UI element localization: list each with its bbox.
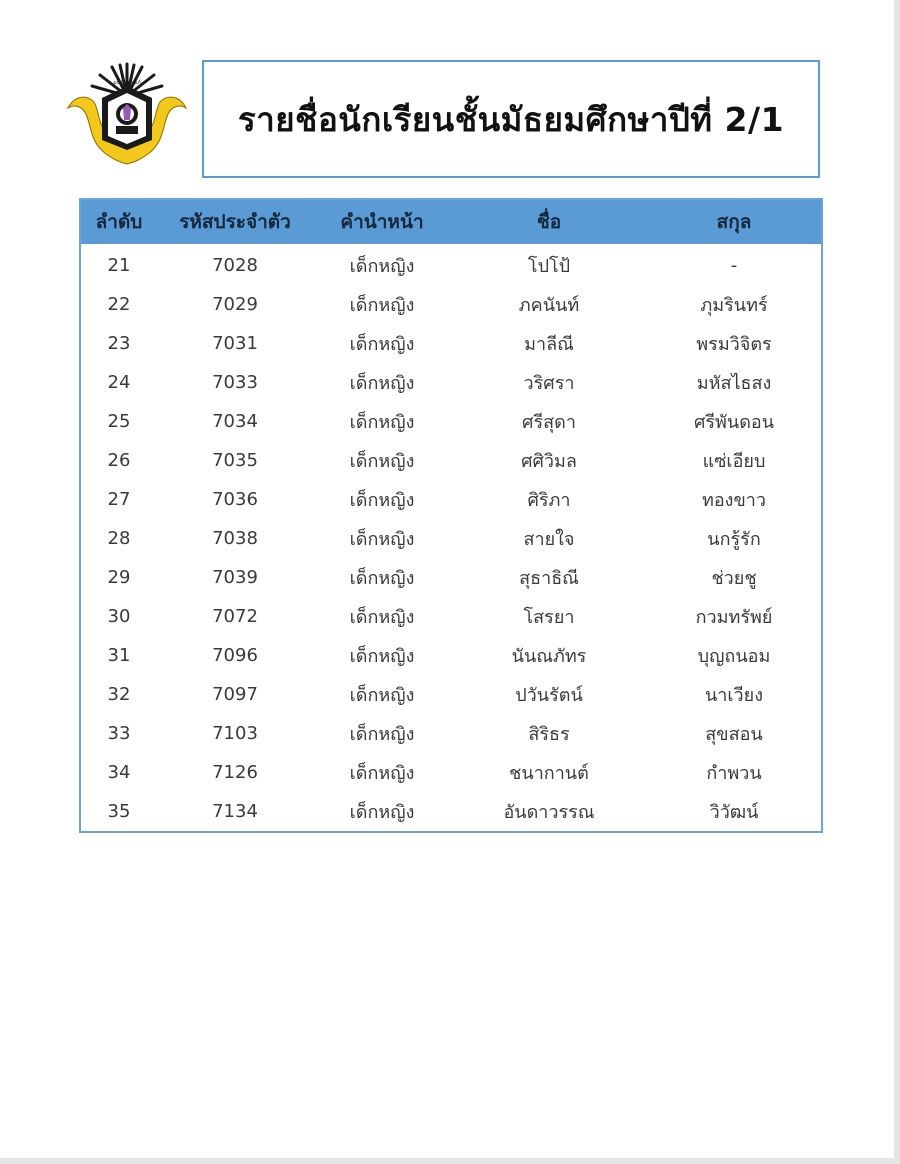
order-cell: 27: [107, 489, 131, 510]
table-row: [81, 753, 821, 792]
student-id-cell: 7103: [212, 723, 258, 744]
student-id-cell: 7035: [212, 450, 258, 471]
order-cell: 29: [107, 567, 131, 588]
first-name-cell: ภคนันท์: [518, 295, 580, 316]
order-cell: 31: [107, 645, 131, 666]
order-cell: 34: [107, 762, 131, 783]
surname-cell: พรมวิจิตร: [696, 334, 772, 355]
first-name-cell: อันดาวรรณ: [503, 802, 595, 823]
order-cell: 21: [107, 255, 131, 276]
order-cell: 33: [107, 723, 131, 744]
prefix-cell: เด็กหญิง: [349, 490, 415, 511]
header-surname: สกุล: [647, 200, 821, 244]
order-cell: 22: [107, 294, 131, 315]
order-cell: 23: [107, 333, 131, 354]
table-row: [81, 675, 821, 714]
student-id-cell: 7096: [212, 645, 258, 666]
student-roster-table: [79, 198, 823, 833]
title-box: [202, 60, 820, 178]
school-emblem-icon: [64, 56, 190, 174]
surname-cell: แซ่เอียบ: [702, 451, 766, 472]
student-id-cell: 7034: [212, 411, 258, 432]
header-prefix: คำนำหน้า: [313, 200, 451, 244]
table-row: [81, 402, 821, 441]
header-order: ลำดับ: [81, 200, 157, 244]
prefix-cell: เด็กหญิง: [349, 607, 415, 628]
table-row: [81, 285, 821, 324]
student-id-cell: 7097: [212, 684, 258, 705]
first-name-cell: มาลีณี: [524, 334, 574, 355]
prefix-cell: เด็กหญิง: [349, 256, 415, 277]
first-name-cell: สิริธร: [528, 724, 570, 745]
student-id-cell: 7036: [212, 489, 258, 510]
first-name-cell: วริศรา: [523, 373, 575, 394]
prefix-cell: เด็กหญิง: [349, 724, 415, 745]
first-name-cell: โปโป้: [527, 256, 571, 277]
prefix-cell: เด็กหญิง: [349, 802, 415, 823]
table-row: [81, 363, 821, 402]
order-cell: 25: [107, 411, 131, 432]
surname-cell: กวมทรัพย์: [695, 607, 773, 628]
first-name-cell: ศรีสุดา: [522, 412, 576, 433]
first-name-cell: นันณภัทร: [511, 646, 587, 667]
student-id-cell: 7029: [212, 294, 258, 315]
order-cell: 30: [107, 606, 131, 627]
order-cell: 24: [107, 372, 131, 393]
page-right-edge: [894, 0, 900, 1164]
student-id-cell: 7072: [212, 606, 258, 627]
surname-cell: นาเวียง: [704, 685, 763, 706]
table-header-row: [81, 200, 821, 244]
surname-cell: สุขสอน: [705, 724, 763, 745]
first-name-cell: ชนากานต์: [509, 763, 589, 784]
prefix-cell: เด็กหญิง: [349, 568, 415, 589]
header-student-id: รหัสประจำตัว: [157, 200, 313, 244]
surname-cell: กำพวน: [706, 763, 762, 784]
logo-text: มนต์ ถีลนยภ์: [113, 80, 141, 86]
prefix-cell: เด็กหญิง: [349, 451, 415, 472]
table-row: [81, 519, 821, 558]
surname-cell: ทองขาว: [702, 490, 766, 511]
prefix-cell: เด็กหญิง: [349, 373, 415, 394]
table-row: [81, 714, 821, 753]
table-row: [81, 324, 821, 363]
table-row: [81, 558, 821, 597]
surname-cell: ช่วยชู: [711, 568, 757, 589]
page-bottom-edge: [0, 1158, 900, 1164]
table-row: [81, 480, 821, 519]
prefix-cell: เด็กหญิง: [349, 685, 415, 706]
student-id-cell: 7126: [212, 762, 258, 783]
surname-cell: ภุมรินทร์: [700, 295, 768, 316]
order-cell: 32: [107, 684, 131, 705]
table-row: [81, 441, 821, 480]
surname-cell: บุญถนอม: [697, 646, 771, 667]
prefix-cell: เด็กหญิง: [349, 412, 415, 433]
surname-cell: วิวัฒน์: [709, 802, 759, 823]
order-cell: 35: [107, 801, 131, 822]
first-name-cell: ปวันรัตน์: [515, 685, 583, 706]
page-title: รายชื่อนักเรียนชั้นมัธยมศึกษาปีที่ 2/1: [237, 99, 785, 139]
student-id-cell: 7028: [212, 255, 258, 276]
first-name-cell: ศิริภา: [527, 490, 571, 511]
first-name-cell: ศศิวิมล: [521, 451, 577, 472]
table-row: [81, 636, 821, 675]
surname-cell: -: [730, 255, 738, 276]
prefix-cell: เด็กหญิง: [349, 646, 415, 667]
first-name-cell: สุธาธิณี: [519, 568, 579, 589]
student-id-cell: 7039: [212, 567, 258, 588]
table-row: [81, 244, 821, 285]
student-id-cell: 7033: [212, 372, 258, 393]
surname-cell: มหัสไธสง: [696, 373, 772, 394]
first-name-cell: สายใจ: [523, 529, 575, 550]
prefix-cell: เด็กหญิง: [349, 763, 415, 784]
table-row: [81, 597, 821, 636]
surname-cell: ศรีพันดอน: [693, 412, 775, 433]
order-cell: 28: [107, 528, 131, 549]
student-id-cell: 7134: [212, 801, 258, 822]
prefix-cell: เด็กหญิง: [349, 295, 415, 316]
prefix-cell: เด็กหญิง: [349, 334, 415, 355]
table-row: [81, 792, 821, 831]
student-id-cell: 7031: [212, 333, 258, 354]
prefix-cell: เด็กหญิง: [349, 529, 415, 550]
surname-cell: นกรู้รัก: [707, 529, 761, 550]
first-name-cell: โสรยา: [523, 607, 575, 628]
student-id-cell: 7038: [212, 528, 258, 549]
order-cell: 26: [107, 450, 131, 471]
header-first-name: ชื่อ: [451, 200, 647, 244]
